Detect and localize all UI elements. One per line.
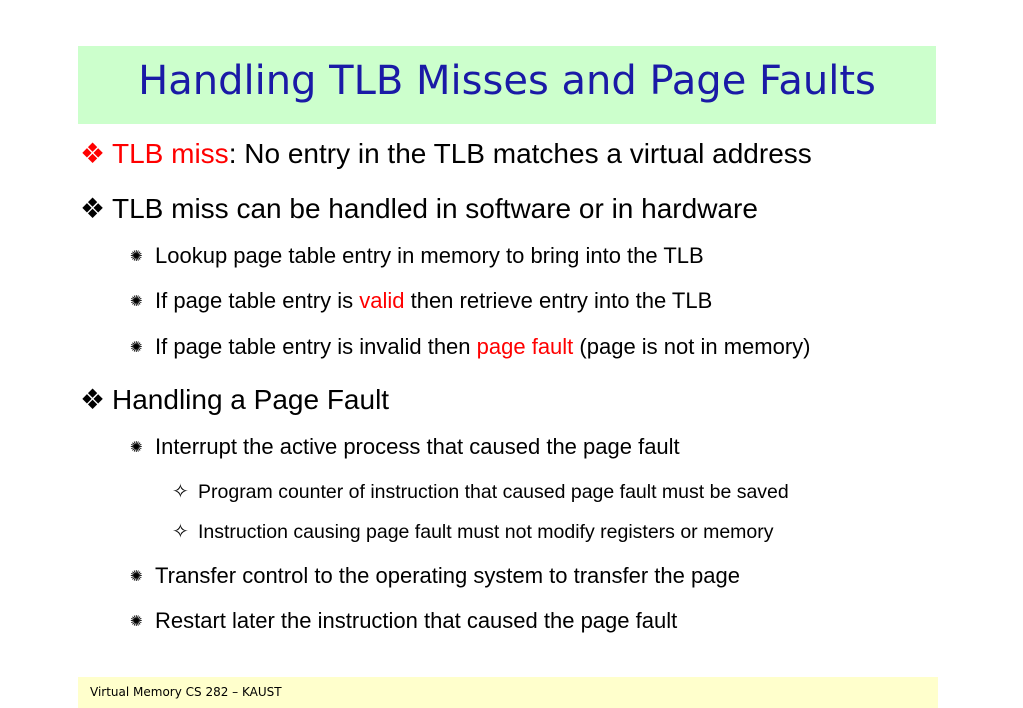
sub-bullet-text: Transfer control to the operating system to transfer the page	[155, 563, 740, 588]
sub-bullet-interrupt	[130, 434, 680, 460]
bullet-text: Handling a Page Fault	[112, 384, 390, 415]
sub-bullet-transfer-control	[130, 563, 740, 589]
four-point-star-outline-icon: ✧	[172, 521, 189, 543]
sub-sub-bullet-text: Program counter of instruction that caused page fault must be saved	[198, 481, 789, 503]
term-tlb-miss: TLB miss	[112, 138, 229, 169]
four-point-star-outline-icon: ✧	[172, 481, 189, 503]
sub-bullet-text-post: then retrieve entry into the TLB	[404, 288, 713, 313]
asterisk-bullet-icon: ✺	[130, 248, 143, 265]
diamond-four-bullet-icon: ❖	[80, 193, 106, 224]
sub-bullet-lookup	[130, 243, 704, 269]
title-banner	[78, 46, 936, 124]
diamond-four-bullet-icon: ❖	[80, 384, 106, 415]
sub-bullet-text: Restart later the instruction that caused the page fault	[155, 608, 678, 633]
slide-title: Handling TLB Misses and Page Faults	[138, 58, 876, 104]
footer-bar	[78, 677, 938, 708]
term-page-fault: page fault	[476, 334, 574, 359]
sub-bullet-valid	[130, 288, 712, 314]
term-valid: valid	[359, 288, 405, 313]
asterisk-bullet-icon: ✺	[130, 293, 143, 310]
sub-sub-bullet-no-modify	[172, 519, 774, 544]
bullet-handling-page-fault	[80, 383, 389, 416]
bullet-text: TLB miss can be handled in software or in hardware	[112, 193, 758, 224]
diamond-four-bullet-icon: ❖	[80, 138, 106, 169]
sub-bullet-text-post: (page is not in memory)	[573, 334, 811, 359]
sub-bullet-invalid	[130, 334, 811, 360]
asterisk-bullet-icon: ✺	[130, 339, 143, 356]
footer-text: Virtual Memory CS 282 – KAUST	[90, 685, 282, 699]
asterisk-bullet-icon: ✺	[130, 613, 143, 630]
sub-sub-bullet-program-counter	[172, 479, 789, 504]
bullet-tlb-miss-definition	[80, 137, 812, 170]
bullet-tlb-miss-handling	[80, 192, 758, 225]
asterisk-bullet-icon: ✺	[130, 568, 143, 585]
definition-text: : No entry in the TLB matches a virtual address	[228, 138, 812, 169]
sub-sub-bullet-text: Instruction causing page fault must not modify registers or memory	[198, 521, 774, 543]
sub-bullet-text: Lookup page table entry in memory to bring into the TLB	[155, 243, 704, 268]
sub-bullet-text-pre: If page table entry is	[155, 288, 360, 313]
sub-bullet-text-pre: If page table entry is invalid then	[155, 334, 477, 359]
sub-bullet-restart	[130, 608, 677, 634]
asterisk-bullet-icon: ✺	[130, 439, 143, 456]
sub-bullet-text: Interrupt the active process that caused the page fault	[155, 434, 680, 459]
